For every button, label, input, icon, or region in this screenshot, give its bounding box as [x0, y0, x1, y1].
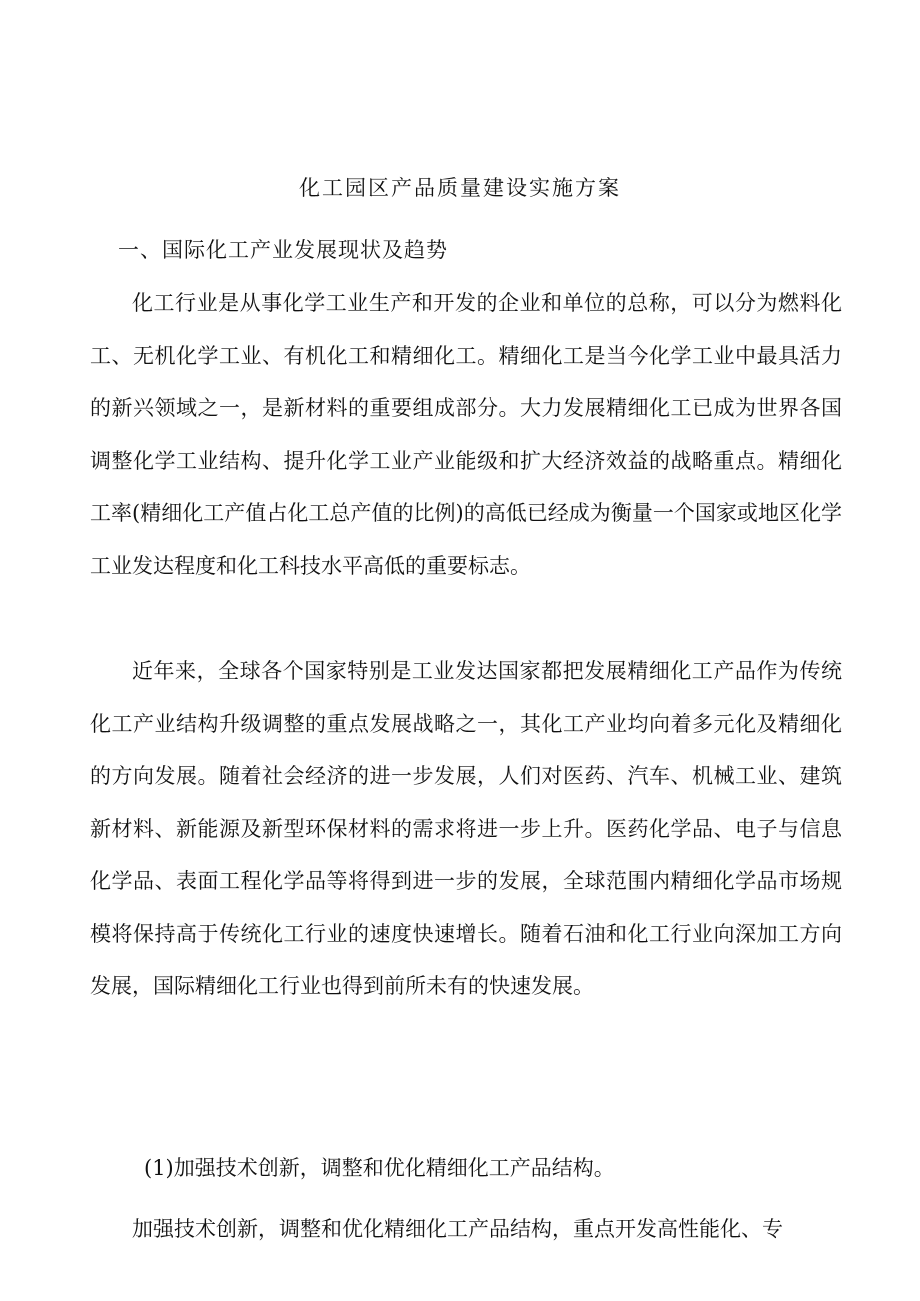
paragraph-1: 化工行业是从事化学工业生产和开发的企业和单位的总称，可以分为燃料化工、无机化学工业、有机化工和精细化工。精细化工是当今化学工业中最具活力的新兴领域之一，是新材料的重要组成部分。大力发展精细化工已成为世界各国调整化学工业结构、提升化学工业产业能级和扩大经济效益的战略重点。精细化工率(精细化工产值占化工总产值的比例)的高低已经成为衡量一个国家或地区化学工业发达程度和化工科技水平高低的重要标志。	[90, 291, 842, 578]
paragraph-2: 近年来，全球各个国家特别是工业发达国家都把发展精细化工产品作为传统化工产业结构升级调整的重点发展战略之一，其化工产业均向着多元化及精细化的方向发展。随着社会经济的进一步发展，人们对医药、汽车、机械工业、建筑新材料、新能源及新型环保材料的需求将进一步上升。医药化学品、电子与信息化学品、表面工程化学品等将得到进一步的发展，全球范围内精细化学品市场规模将保持高于传统化工行业的速度快速增长。随着石油和化工行业向深加工方向发展，国际精细化工行业也得到前所未有的快速发展。	[90, 659, 842, 998]
section-heading: 一、国际化工产业发展现状及趋势	[118, 238, 448, 262]
document-title: 化工园区产品质量建设实施方案	[299, 176, 621, 200]
paragraph-3: 加强技术创新，调整和优化精细化工产品结构，重点开发高性能化、专	[132, 1217, 783, 1241]
subheading-1: (1)加强技术创新，调整和优化精细化工产品结构。	[144, 1156, 615, 1180]
